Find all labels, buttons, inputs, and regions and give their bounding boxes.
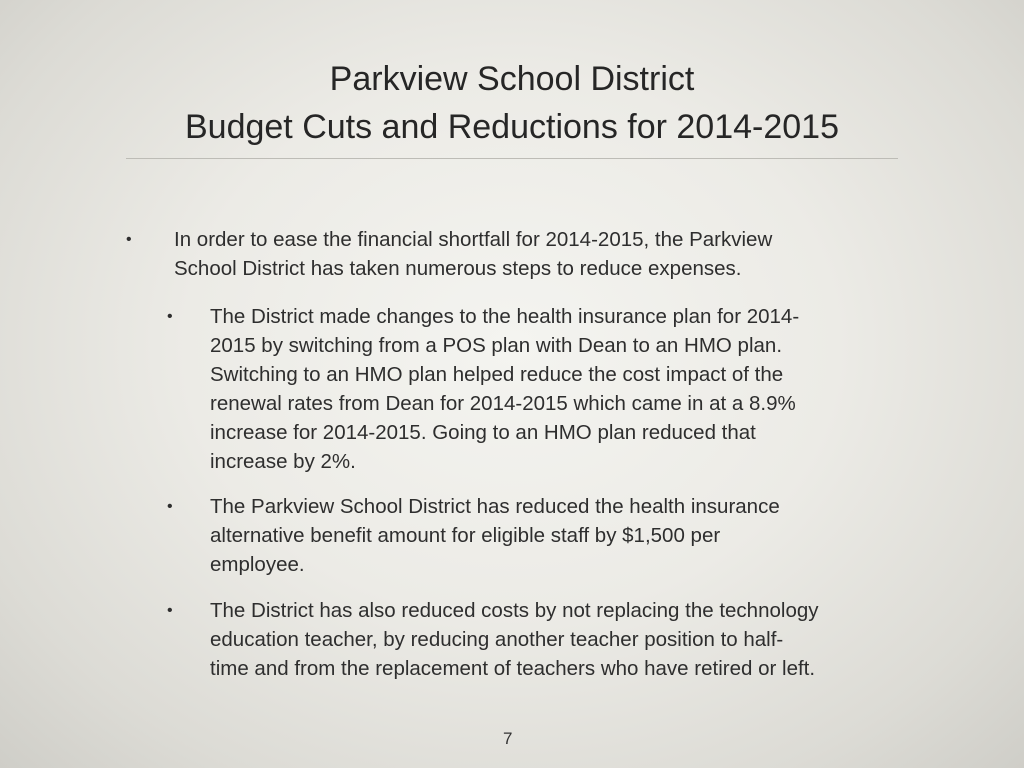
sub-bullet-line: 2015 by switching from a POS plan with Dean to an HMO plan.	[210, 334, 783, 357]
sub-bullet-health-plan	[210, 302, 799, 476]
bullet-marker: •	[167, 602, 173, 619]
bullet-marker: •	[167, 498, 173, 515]
bullet-marker: •	[167, 308, 173, 325]
sub-bullet-line: The District has also reduced costs by not replacing the technology	[210, 599, 819, 622]
sub-bullet-alternative-benefit	[210, 492, 780, 579]
page-number: 7	[503, 729, 513, 748]
title-divider	[126, 158, 898, 159]
sub-bullet-line: increase by 2%.	[210, 450, 356, 473]
bullet-marker: •	[126, 231, 132, 248]
main-bullet	[174, 225, 772, 283]
sub-bullet-line: renewal rates from Dean for 2014-2015 which came in at a 8.9%	[210, 392, 796, 415]
main-bullet-line: School District has taken numerous steps to reduce expenses.	[174, 257, 742, 280]
sub-bullet-line: employee.	[210, 553, 305, 576]
sub-bullet-line: alternative benefit amount for eligible staff by $1,500 per	[210, 524, 721, 547]
slide-title-line-2: Budget Cuts and Reductions for 2014-2015	[184, 108, 839, 146]
main-bullet-line: In order to ease the financial shortfall for 2014-2015, the Parkview	[174, 228, 773, 251]
slide-title-line-1: Parkview School District	[329, 60, 695, 98]
sub-bullet-line: education teacher, by reducing another teacher position to half-	[210, 628, 784, 651]
sub-bullet-staffing	[210, 596, 819, 683]
sub-bullet-line: increase for 2014-2015. Going to an HMO plan reduced that	[210, 421, 756, 444]
sub-bullet-line: time and from the replacement of teachers who have retired or left.	[210, 657, 816, 680]
sub-bullet-line: Switching to an HMO plan helped reduce the cost impact of the	[210, 363, 784, 386]
sub-bullet-line: The Parkview School District has reduced the health insurance	[210, 495, 780, 518]
sub-bullet-line: The District made changes to the health insurance plan for 2014-	[210, 305, 800, 328]
